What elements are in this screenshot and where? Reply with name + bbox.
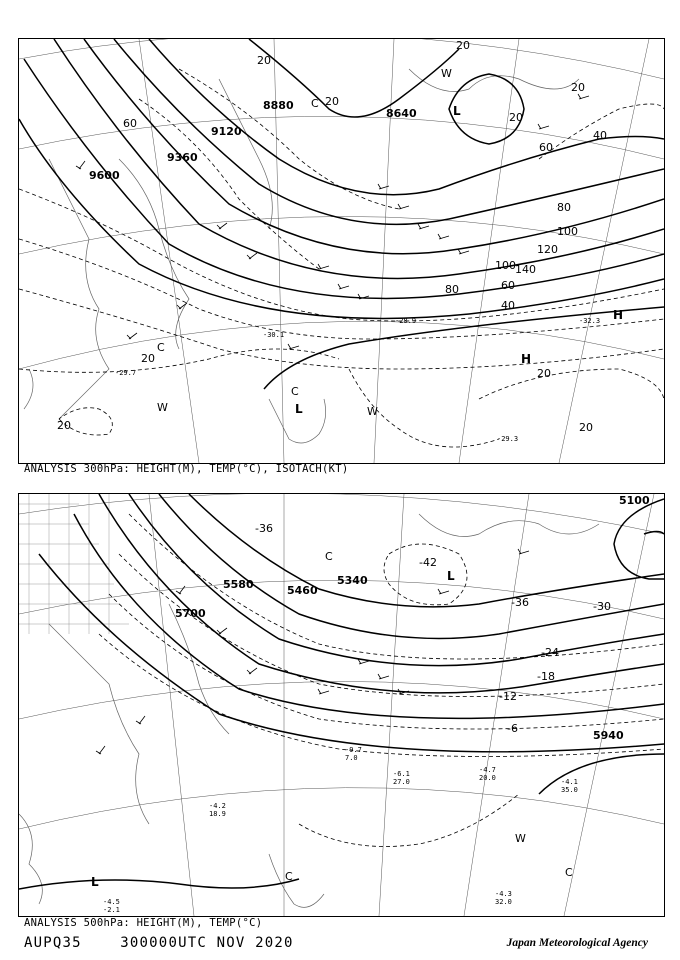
isotach-label: 60 (539, 141, 553, 154)
isotherm-label: -42 (419, 556, 437, 569)
station-temp: -4.3 (495, 890, 512, 898)
isotach-label: 80 (445, 283, 459, 296)
temp-label: -29.7 (115, 369, 137, 377)
cold-center-marker: C (291, 385, 299, 398)
isotherm-label: -30 (593, 600, 611, 613)
station-temp: -4.7 (479, 766, 496, 774)
isotherm-label: -6 (507, 722, 518, 735)
height-label: 9120 (211, 125, 242, 138)
station-dewpoint: 35.0 (561, 786, 578, 794)
cold-center-marker: C (325, 550, 333, 563)
isotherm-label: -36 (511, 596, 529, 609)
chart-300hpa (18, 38, 665, 464)
height-label: 8640 (386, 107, 417, 120)
station-temp: -9.7 (345, 746, 362, 754)
chart-300-caption: ANALYSIS 300hPa: HEIGHT(M), TEMP(°C), ISOTACH(KT) (24, 463, 349, 475)
isotach-label: 140 (515, 263, 536, 276)
lat-lon-grid (19, 494, 664, 916)
isotach-label: 80 (557, 201, 571, 214)
station-dewpoint: 32.0 (495, 898, 512, 906)
low-center-marker: L (91, 875, 99, 889)
isotherm-label: -12 (499, 690, 517, 703)
product-header (24, 935, 294, 951)
warm-center-marker: W (441, 67, 452, 80)
cold-center-marker: C (285, 870, 293, 883)
isotherm-lines (99, 514, 664, 847)
station-dewpoint: 20.0 (479, 774, 496, 782)
height-label: 5580 (223, 578, 254, 591)
height-label: 5340 (337, 574, 368, 587)
coastline (19, 514, 599, 907)
low-center-marker: L (295, 402, 303, 416)
chart-500hpa-map (19, 494, 664, 916)
warm-center-marker: W (157, 401, 168, 414)
high-center-marker: H (613, 308, 624, 322)
warm-center-marker: W (515, 832, 526, 845)
chart-500-caption: ANALYSIS 500hPa: HEIGHT(M), TEMP(°C) (24, 917, 263, 929)
station-temp: -4.2 (209, 802, 226, 810)
analysis-datetime: 300000UTC NOV 2020 (120, 935, 294, 951)
cold-center-marker: C (157, 341, 165, 354)
isotach-label: 20 (325, 95, 339, 108)
low-center-marker: L (453, 104, 461, 118)
height-label: 5460 (287, 584, 318, 597)
height-label: 9360 (167, 151, 198, 164)
isotherm-label: -18 (537, 670, 555, 683)
product-code: AUPQ35 (24, 935, 82, 951)
isotherm-label: -36 (255, 522, 273, 535)
height-label: 5100 (619, 494, 650, 507)
isotach-label: 120 (537, 243, 558, 256)
station-temp: -6.1 (393, 770, 410, 778)
isotach-label: 20 (537, 367, 551, 380)
height-label: 5700 (175, 607, 206, 620)
chart-300hpa-map (19, 39, 664, 463)
cold-center-marker: C (311, 97, 319, 110)
isotherm-label: -24 (541, 646, 559, 659)
height-label: 5940 (593, 729, 624, 742)
lat-lon-grid (19, 39, 664, 463)
high-center-marker: H (521, 352, 532, 366)
isotach-label: 20 (257, 54, 271, 67)
station-temp: -4.5 (103, 898, 120, 906)
chart-500hpa (18, 493, 665, 917)
warm-center-marker: W (367, 405, 378, 418)
cold-center-marker: C (565, 866, 573, 879)
coastline (24, 69, 579, 443)
temp-label: -32.3 (579, 317, 601, 325)
isotach-label: 60 (501, 279, 515, 292)
low-center-marker: L (447, 569, 455, 583)
temp-label: -28.9 (395, 317, 417, 325)
isotach-label: 20 (571, 81, 585, 94)
isotach-label: 60 (123, 117, 137, 130)
height-contours (19, 494, 664, 889)
station-temp: -4.1 (561, 778, 578, 786)
isotach-label: 20 (141, 352, 155, 365)
station-dewpoint: 7.0 (345, 754, 358, 762)
station-dewpoint: 18.9 (209, 810, 226, 818)
temp-label: -29.3 (497, 435, 519, 443)
height-contours (19, 39, 664, 389)
isotach-label: 20 (456, 39, 470, 52)
isotach-label: 20 (579, 421, 593, 434)
agency-name: Japan Meteorological Agency (506, 937, 648, 949)
height-label: 9600 (89, 169, 120, 182)
isotach-label: 100 (557, 225, 578, 238)
isotach-label: 40 (501, 299, 515, 312)
isotach-label: 20 (509, 111, 523, 124)
isotach-label: 40 (593, 129, 607, 142)
station-dewpoint: 27.0 (393, 778, 410, 786)
height-label: 8880 (263, 99, 294, 112)
isotach-label: 100 (495, 259, 516, 272)
temp-label: -30.1 (263, 331, 285, 339)
isotach-label: 20 (57, 419, 71, 432)
station-dewpoint: -2.1 (103, 906, 120, 914)
